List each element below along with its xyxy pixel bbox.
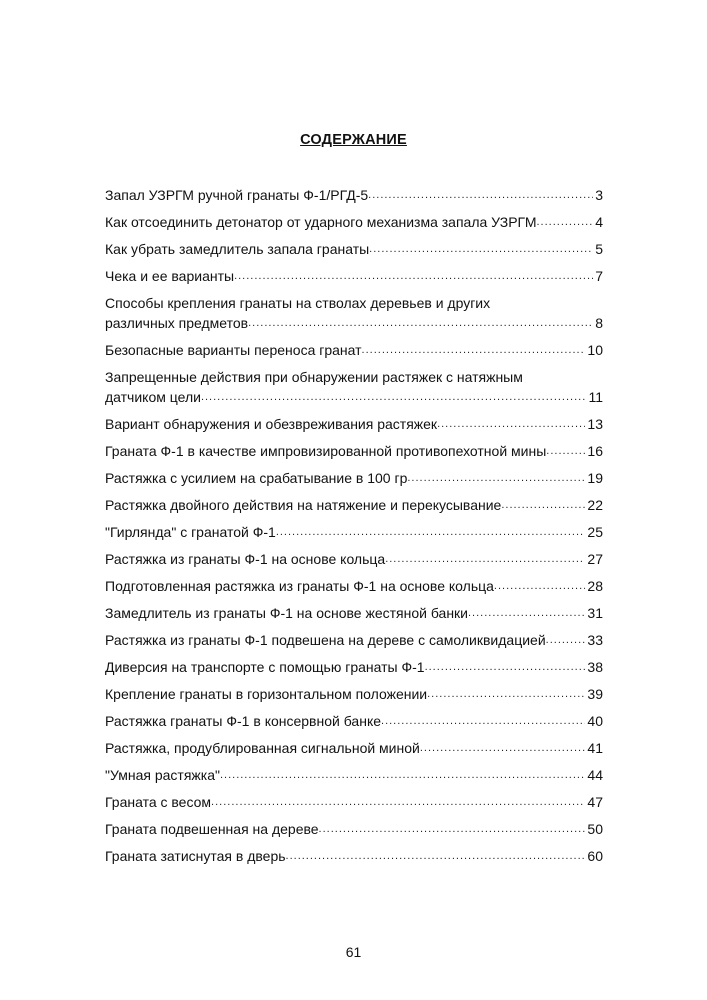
toc-entry-title: Подготовленная растяжка из гранаты Ф-1 на основе кольца — [105, 578, 494, 594]
toc-entry-page: 39 — [587, 686, 603, 702]
dot-leader — [536, 212, 593, 232]
toc-entry-title: Граната подвешенная на дереве — [105, 821, 319, 837]
toc-entry[interactable] — [105, 603, 603, 623]
toc-entry-title: Растяжка из гранаты Ф-1 подвешена на дереве с самоликвидацией — [105, 632, 546, 648]
toc-entry-page: 38 — [587, 659, 603, 675]
toc-entry-page: 44 — [587, 767, 603, 783]
dot-leader — [420, 738, 586, 758]
toc-entry-title: Растяжка из гранаты Ф-1 на основе кольца — [105, 551, 386, 567]
toc-entry-title: различных предметов — [105, 315, 249, 331]
toc-entry-title: "Гирлянда" с гранатой Ф-1 — [105, 524, 276, 540]
toc-entry-page: 50 — [587, 821, 603, 837]
toc-entry[interactable] — [105, 340, 603, 360]
toc-entry-title: Запал УЗРГМ ручной гранаты Ф-1/РГД-5 — [105, 187, 369, 203]
toc-entry-title: Растяжка с усилием на срабатывание в 100 гр — [105, 470, 408, 486]
dot-leader — [425, 657, 586, 677]
toc-entry[interactable] — [105, 846, 603, 866]
dot-leader — [381, 711, 585, 731]
toc-entry-page: 5 — [595, 241, 603, 257]
toc-entry[interactable] — [105, 522, 603, 542]
toc-entry-page: 16 — [587, 443, 603, 459]
toc-entry-page: 10 — [587, 342, 603, 358]
table-of-contents — [105, 185, 603, 873]
toc-entry[interactable] — [105, 765, 603, 785]
toc-entry-page: 22 — [587, 497, 603, 513]
toc-entry-title: Как убрать замедлитель запала гранаты — [105, 241, 370, 257]
toc-entry[interactable] — [105, 792, 603, 812]
toc-entry-page: 40 — [587, 713, 603, 729]
toc-entry[interactable] — [105, 684, 603, 704]
toc-entry-page: 3 — [595, 187, 603, 203]
dot-leader — [385, 549, 585, 569]
toc-entry-page: 47 — [587, 794, 603, 810]
dot-leader — [437, 414, 585, 434]
toc-entry-title: Растяжка двойного действия на натяжение и перекусывание — [105, 497, 502, 513]
toc-entry[interactable] — [105, 185, 603, 205]
toc-entry-title: Граната Ф-1 в качестве импровизированной противопехотной мины — [105, 443, 547, 459]
toc-entry[interactable] — [105, 657, 603, 677]
toc-entry-page: 8 — [595, 315, 603, 331]
dot-leader — [319, 819, 586, 839]
toc-entry-page: 27 — [587, 551, 603, 567]
toc-entry-page: 19 — [587, 470, 603, 486]
toc-entry-page: 28 — [587, 578, 603, 594]
toc-entry-page: 11 — [588, 389, 603, 405]
toc-entry[interactable] — [105, 576, 603, 596]
toc-entry[interactable] — [105, 549, 603, 569]
toc-entry[interactable] — [105, 266, 603, 286]
toc-entry-page: 33 — [587, 632, 603, 648]
toc-entry-title: Чека и ее варианты — [105, 268, 235, 284]
dot-leader — [368, 185, 593, 205]
toc-entry-page: 13 — [587, 416, 603, 432]
dot-leader — [494, 576, 586, 596]
toc-entry-title: "Умная растяжка" — [105, 767, 220, 783]
dot-leader — [201, 387, 587, 407]
toc-entry[interactable] — [105, 367, 603, 407]
page-number: 61 — [345, 944, 362, 960]
toc-entry[interactable] — [105, 441, 603, 461]
dot-leader — [286, 846, 586, 866]
toc-entry[interactable] — [105, 293, 603, 333]
dot-leader — [427, 684, 585, 704]
toc-entry[interactable] — [105, 819, 603, 839]
toc-entry-page: 25 — [587, 524, 603, 540]
toc-entry[interactable] — [105, 711, 603, 731]
toc-entry-page: 4 — [595, 214, 603, 230]
toc-entry-title: Граната затиснутая в дверь — [105, 848, 286, 864]
dot-leader — [407, 468, 585, 488]
toc-entry-title-line: Запрещенные действия при обнаружении растяжек с натяжным — [105, 369, 523, 385]
toc-entry[interactable] — [105, 212, 603, 232]
toc-entry-title: Крепление гранаты в горизонтальном положении — [105, 686, 428, 702]
toc-entry-title: Как отсоединить детонатор от ударного механизма запала УЗРГМ — [105, 214, 537, 230]
toc-entry[interactable] — [105, 414, 603, 434]
dot-leader — [546, 441, 585, 461]
toc-entry[interactable] — [105, 239, 603, 259]
dot-leader — [234, 266, 593, 286]
dot-leader — [211, 792, 585, 812]
toc-entry[interactable] — [105, 495, 603, 515]
toc-entry[interactable] — [105, 738, 603, 758]
dot-leader — [369, 239, 593, 259]
toc-entry[interactable] — [105, 468, 603, 488]
toc-entry-title: Вариант обнаружения и обезвреживания растяжек — [105, 416, 438, 432]
toc-entry-page: 31 — [587, 605, 603, 621]
dot-leader — [362, 340, 586, 360]
dot-leader — [468, 603, 585, 623]
toc-entry-title: Безопасные варианты переноса гранат — [105, 342, 362, 358]
toc-entry-title-line: Способы крепления гранаты на стволах деревьев и других — [105, 295, 491, 311]
toc-entry-title: Растяжка гранаты Ф-1 в консервной банке — [105, 713, 382, 729]
dot-leader — [276, 522, 586, 542]
toc-entry-title: Граната с весом — [105, 794, 212, 810]
toc-entry[interactable] — [105, 630, 603, 650]
dot-leader — [220, 765, 585, 785]
toc-entry-page: 7 — [595, 268, 603, 284]
toc-entry-title: Замедлитель из гранаты Ф-1 на основе жестяной банки — [105, 605, 468, 621]
toc-entry-title: датчиком цели — [105, 389, 201, 405]
dot-leader — [501, 495, 585, 515]
toc-entry-title: Растяжка, продублированная сигнальной миной — [105, 740, 420, 756]
toc-entry-title: Диверсия на транспорте с помощью гранаты Ф-1 — [105, 659, 425, 675]
dot-leader — [546, 630, 586, 650]
toc-title: СОДЕРЖАНИЕ — [300, 132, 407, 148]
dot-leader — [248, 313, 593, 333]
toc-entry-page: 41 — [587, 740, 603, 756]
toc-entry-page: 60 — [587, 848, 603, 864]
